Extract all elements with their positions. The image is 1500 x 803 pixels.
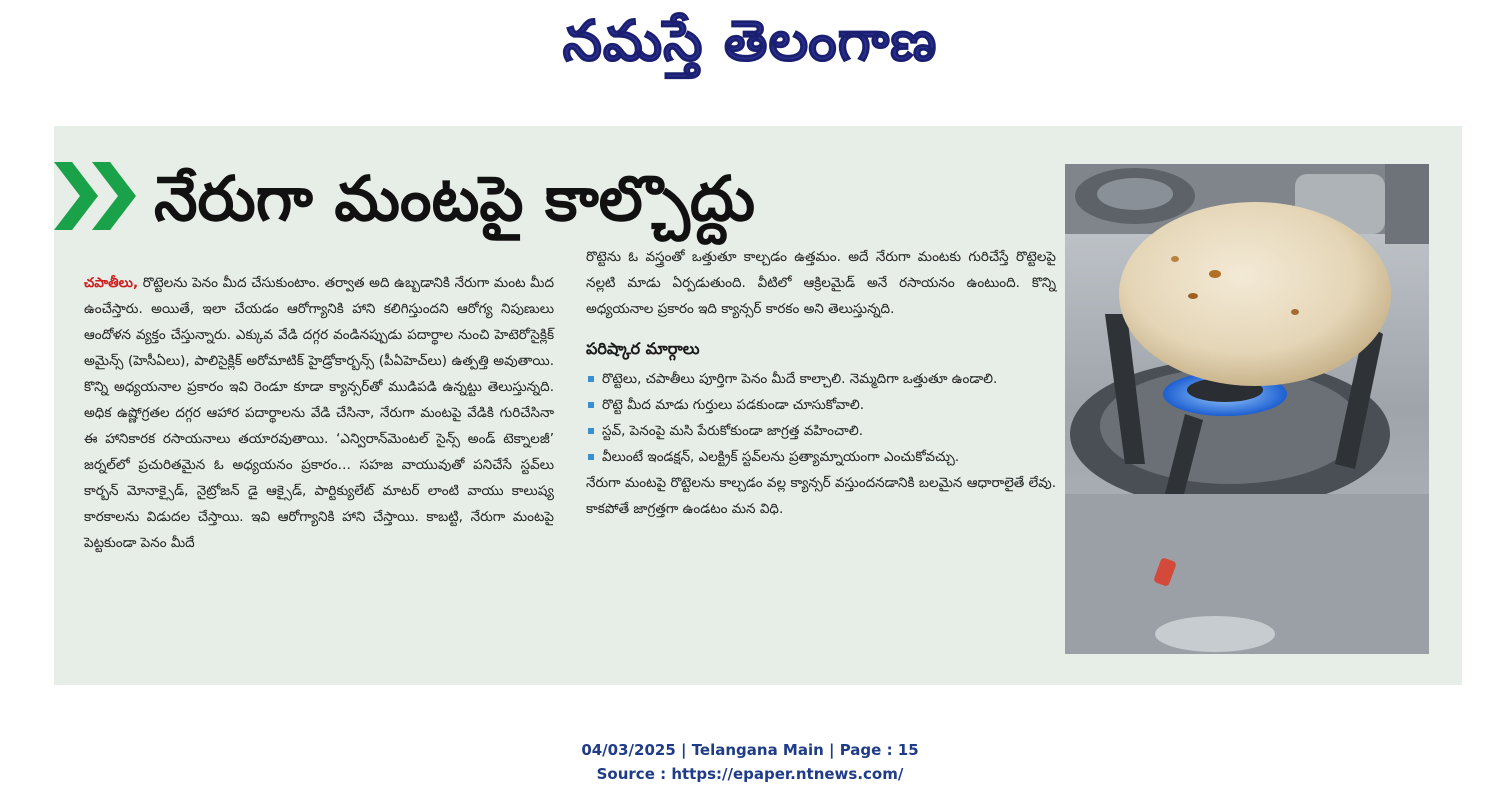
footer-date-edition: 04/03/2025 | Telangana Main | Page : 15 <box>581 741 919 759</box>
list-item: రొట్టె మీద మాడు గుర్తులు పడకుండా చూసుకోవాలి. <box>586 392 1056 418</box>
list-item: స్టవ్, పెనంపై మసి పేరుకోకుండా జాగ్రత్త వహించాలి. <box>586 418 1056 444</box>
lead-word: చపాతీలు, <box>84 275 139 291</box>
article-body-paragraph-1 <box>84 270 554 556</box>
article-body-paragraph-2: రొట్టెను ఓ వస్త్రంతో ఒత్తుతూ కాల్చడం ఉత్తమం. అదే నేరుగా మంటకు గురిచేస్తే రొట్టెలపై నల్లటి మాడు ఏర్పడుతుంది. వీటిలో ఆక్రిలమైడ్ అనే రసాయనం ఉంటుంది. కొన్ని అధ్యయనాల ప్రకారం ఇది క్యాన్సర్ కారకం అని తెలుస్తున్నది. <box>586 249 1056 317</box>
article-headline: నేరుగా మంటపై కాల్చొద్దు <box>154 162 756 235</box>
masthead <box>0 4 1500 80</box>
solutions-subhead: పరిష్కార మార్గాలు <box>586 339 700 358</box>
roti-on-gas-stove-photo <box>1065 164 1429 654</box>
double-chevron-icon <box>54 156 138 236</box>
page-footer <box>0 738 1500 786</box>
body-text: రొట్టెలను పెనం మీద చేసుకుంటాం. తర్వాత అది ఉబ్బడానికి నేరుగా మంట మీద ఉంచేస్తారు. అయితే, ఇలా చేయడం ఆరోగ్యానికి హాని కలిగిస్తుందని ఆరోగ్య నిపుణులు ఆందోళన వ్యక్తం చేస్తున్నారు. ఎక్కువ వేడి దగ్గర వండినప్పుడు పదార్థాల నుంచి హెటెరోసైక్లిక్ అమైన్స్ (హెసీఏలు), పాలిసైక్లిక్ అరోమాటిక్ హైడ్రోకార్బన్స్ (పీఏహెచ్‌లు) ఉత్పత్తి అవుతాయి. కొన్ని అధ్యయనాల ప్రకారం ఇవి రెండూ కూడా క్యాన్సర్‌తో ముడిపడి ఉన్నట్టు తెలుస్తున్నది. అధిక ఉష్ణోగ్రతల దగ్గర ఆహార పదార్థాలను వేడి చేసినా, నేరుగా మంటపై వేడికి గురిచేసినా ఈ హానికారక రసాయనాలు తయారవుతాయి. ‘ఎన్విరాన్‌మెంటల్ సైన్స్ అండ్ టెక్నాలజీ’ జర్నల్‌లో ప్రచురితమైన ఓ అధ్యయనం ప్రకారం… సహజ వాయువుతో పనిచేసే స్టవ్‌లు కార్బన్ మోనాక్సైడ్, నైట్రోజన్ డై ఆక్సైడ్, పార్టిక్యులేట్ మాటర్ లాంటి వాయు కాలుష్య కారకాలను విడుదల చేస్తాయి. ఇవి ఆరోగ్యానికి హాని చేస్తాయి. కాబట్టి, నేరుగా మంటపై పెట్టకుండా పెనం మీదే <box>84 275 554 551</box>
masthead-title: నమస్తే తెలంగాణ <box>562 9 938 74</box>
list-item: రొట్టెలు, చపాతీలు పూర్తిగా పెనం మీదే కాల్చాలి. నెమ్మదిగా ఒత్తుతూ ఉండాలి. <box>586 366 1056 392</box>
list-item: వీలుంటే ఇండక్షన్, ఎలక్ట్రిక్ స్టవ్‌లను ప్రత్యామ్నాయంగా ఎంచుకోవచ్చు. <box>586 444 1056 470</box>
article-panel <box>54 126 1462 685</box>
solutions-list <box>586 366 1056 470</box>
article-column-2 <box>586 244 1056 522</box>
article-column-1 <box>84 270 554 556</box>
article-closing-paragraph: నేరుగా మంటపై రొట్టెలను కాల్చడం వల్ల క్యాన్సర్ వస్తుందనడానికి బలమైన ఆధారాలైతే లేవు. కాకపోతే జాగ్రత్తగా ఉండటం మన విధి. <box>586 475 1056 517</box>
footer-source: Source : https://epaper.ntnews.com/ <box>596 765 904 783</box>
